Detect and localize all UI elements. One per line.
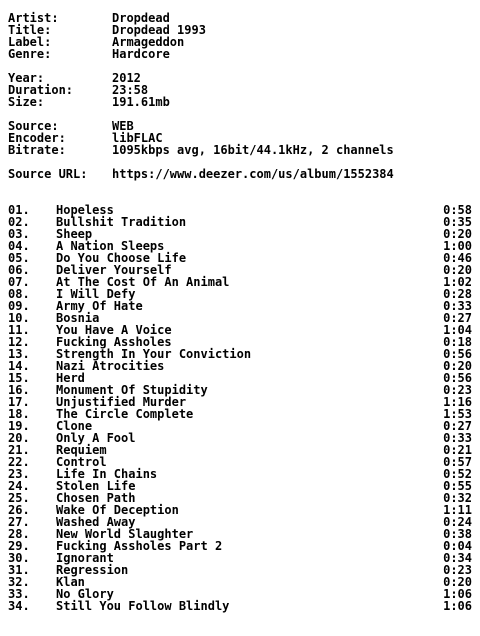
metadata-key: Source:	[8, 119, 59, 133]
metadata-row	[8, 48, 472, 60]
track-duration: 0:55	[443, 479, 472, 493]
track-number: 24.	[8, 479, 30, 493]
track-title: Bullshit Tradition	[56, 215, 187, 229]
track-number: 03.	[8, 227, 30, 241]
track-number: 25.	[8, 491, 30, 505]
track-number: 12.	[8, 335, 30, 349]
track-duration: 1:00	[443, 239, 472, 253]
track-number: 17.	[8, 395, 30, 409]
track-title: New World Slaughter	[56, 527, 194, 541]
track-title: Unjustified Murder	[56, 395, 187, 409]
track-duration: 0:56	[443, 371, 472, 385]
track-title: Monument Of Stupidity	[56, 383, 208, 397]
track-title: A Nation Sleeps	[56, 239, 165, 253]
track-duration: 0:24	[443, 515, 472, 529]
track-duration: 0:23	[443, 563, 472, 577]
metadata-value: 23:58	[112, 83, 149, 97]
track-duration: 0:46	[443, 251, 472, 265]
track-duration: 0:20	[443, 359, 472, 373]
track-duration: 0:38	[443, 527, 472, 541]
track-duration: 0:52	[443, 467, 472, 481]
track-title: Fucking Assholes	[56, 335, 172, 349]
track-duration: 0:57	[443, 455, 472, 469]
track-duration: 0:35	[443, 215, 472, 229]
track-number: 33.	[8, 587, 30, 601]
track-number: 21.	[8, 443, 30, 457]
track-number: 09.	[8, 299, 30, 313]
track-number: 10.	[8, 311, 30, 325]
metadata-row	[8, 84, 472, 96]
track-number: 31.	[8, 563, 30, 577]
track-number: 04.	[8, 239, 30, 253]
metadata-row	[8, 96, 472, 108]
track-title: Washed Away	[56, 515, 136, 529]
track-duration: 0:28	[443, 287, 472, 301]
track-duration: 0:20	[443, 575, 472, 589]
track-number: 02.	[8, 215, 30, 229]
track-title: Control	[56, 455, 107, 469]
track-title: At The Cost Of An Animal	[56, 275, 230, 289]
track-duration: 0:27	[443, 311, 472, 325]
metadata-value: WEB	[112, 119, 134, 133]
metadata-value: 1095kbps avg, 16bit/44.1kHz, 2 channels	[112, 143, 394, 157]
track-duration: 0:23	[443, 383, 472, 397]
track-title: Ignorant	[56, 551, 114, 565]
track-title: I Will Defy	[56, 287, 136, 301]
track-title: Herd	[56, 371, 85, 385]
track-number: 08.	[8, 287, 30, 301]
track-title: Still You Follow Blindly	[56, 599, 230, 613]
track-number: 05.	[8, 251, 30, 265]
metadata-key: Encoder:	[8, 131, 66, 145]
track-number: 22.	[8, 455, 30, 469]
track-number: 07.	[8, 275, 30, 289]
metadata-value: https://www.deezer.com/us/album/1552384	[112, 167, 394, 181]
metadata-row	[8, 12, 472, 24]
track-title: Life In Chains	[56, 467, 158, 481]
track-number: 26.	[8, 503, 30, 517]
metadata-key: Genre:	[8, 47, 52, 61]
metadata-row	[8, 168, 472, 180]
track-duration: 1:06	[443, 599, 472, 613]
release-info-document	[8, 12, 472, 612]
section-gap	[8, 108, 472, 120]
track-title: Wake Of Deception	[56, 503, 179, 517]
track-duration: 0:58	[443, 203, 472, 217]
track-number: 01.	[8, 203, 30, 217]
metadata-block	[8, 12, 472, 180]
track-duration: 0:34	[443, 551, 472, 565]
track-title: Clone	[56, 419, 93, 433]
track-number: 15.	[8, 371, 30, 385]
track-duration: 1:11	[443, 503, 472, 517]
track-number: 19.	[8, 419, 30, 433]
track-number: 28.	[8, 527, 30, 541]
metadata-key: Year:	[8, 71, 45, 85]
track-duration: 0:33	[443, 431, 472, 445]
track-title: You Have A Voice	[56, 323, 172, 337]
metadata-value: 2012	[112, 71, 141, 85]
track-duration: 0:18	[443, 335, 472, 349]
metadata-value: Dropdead 1993	[112, 23, 206, 37]
track-title: Nazi Atrocities	[56, 359, 165, 373]
track-title: Bosnia	[56, 311, 100, 325]
track-duration: 0:21	[443, 443, 472, 457]
track-number: 06.	[8, 263, 30, 277]
metadata-row	[8, 36, 472, 48]
track-number: 18.	[8, 407, 30, 421]
section-gap	[8, 180, 472, 192]
track-title: Klan	[56, 575, 85, 589]
track-number: 32.	[8, 575, 30, 589]
track-title: Deliver Yourself	[56, 263, 172, 277]
track-number: 11.	[8, 323, 30, 337]
track-title: Do You Choose Life	[56, 251, 187, 265]
track-duration: 0:33	[443, 299, 472, 313]
track-duration: 1:06	[443, 587, 472, 601]
track-row	[8, 600, 472, 612]
metadata-value: Dropdead	[112, 11, 170, 25]
metadata-row	[8, 120, 472, 132]
metadata-value: Hardcore	[112, 47, 170, 61]
track-number: 23.	[8, 467, 30, 481]
track-number: 20.	[8, 431, 30, 445]
track-duration: 0:20	[443, 227, 472, 241]
track-title: Army Of Hate	[56, 299, 143, 313]
section-gap	[8, 60, 472, 72]
track-title: No Glory	[56, 587, 114, 601]
track-duration: 0:04	[443, 539, 472, 553]
track-number: 34.	[8, 599, 30, 613]
metadata-key: Artist:	[8, 11, 59, 25]
track-title: Only A Fool	[56, 431, 136, 445]
track-title: Sheep	[56, 227, 93, 241]
metadata-row	[8, 144, 472, 156]
track-duration: 0:56	[443, 347, 472, 361]
track-number: 29.	[8, 539, 30, 553]
metadata-key: Duration:	[8, 83, 74, 97]
track-duration: 0:32	[443, 491, 472, 505]
metadata-key: Bitrate:	[8, 143, 66, 157]
metadata-key: Size:	[8, 95, 45, 109]
metadata-key: Source URL:	[8, 167, 88, 181]
metadata-value: libFLAC	[112, 131, 163, 145]
track-title: Chosen Path	[56, 491, 136, 505]
track-duration: 0:27	[443, 419, 472, 433]
track-duration: 1:16	[443, 395, 472, 409]
metadata-row	[8, 72, 472, 84]
track-title: Regression	[56, 563, 129, 577]
track-duration: 1:02	[443, 275, 472, 289]
track-title: Hopeless	[56, 203, 114, 217]
track-duration: 1:53	[443, 407, 472, 421]
track-number: 16.	[8, 383, 30, 397]
track-duration: 1:04	[443, 323, 472, 337]
track-title: Strength In Your Conviction	[56, 347, 252, 361]
metadata-value: 191.61mb	[112, 95, 170, 109]
metadata-key: Label:	[8, 35, 52, 49]
metadata-key: Title:	[8, 23, 52, 37]
track-number: 27.	[8, 515, 30, 529]
tracklist	[8, 204, 472, 612]
track-duration: 0:20	[443, 263, 472, 277]
metadata-value: Armageddon	[112, 35, 185, 49]
track-number: 30.	[8, 551, 30, 565]
track-number: 13.	[8, 347, 30, 361]
track-title: The Circle Complete	[56, 407, 194, 421]
track-title: Requiem	[56, 443, 107, 457]
metadata-row	[8, 24, 472, 36]
track-title: Stolen Life	[56, 479, 136, 493]
track-title: Fucking Assholes Part 2	[56, 539, 223, 553]
track-number: 14.	[8, 359, 30, 373]
